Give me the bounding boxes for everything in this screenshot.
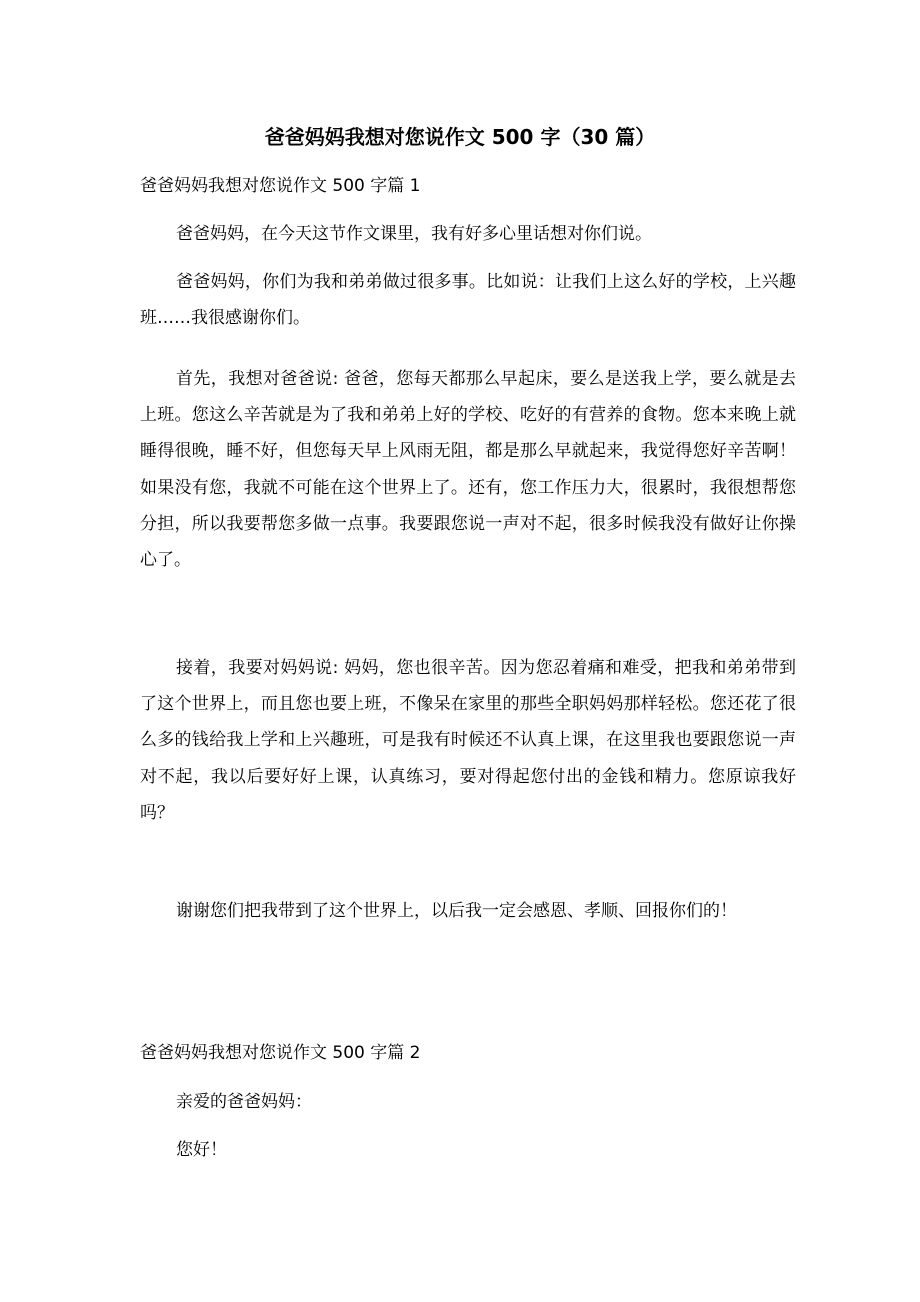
section-heading-2: 爸爸妈妈我想对您说作文 500 字篇 2 (140, 1043, 421, 1063)
paragraph: 爸爸妈妈，在今天这节作文课里，我有好多心里话想对你们说。 (176, 224, 652, 244)
paragraph: 谢谢您们把我带到了这个世界上，以后我一定会感恩、孝顺、回报你们的！ (176, 901, 737, 921)
paragraph: 亲爱的爸爸妈妈： (176, 1092, 312, 1112)
paragraph: 接着，我要对妈妈说: 妈妈，您也很辛苦。因为您忍着痛和难受，把我和弟弟带到了这个世界上，而且您也要上班，不像呆在家里的那些全职妈妈那样轻松。您还花了很么多的钱给我上学和上兴趣班，可是我有时候还不认真上课，在这里我也要跟您说一声对不起，我以后要好好上课，认真练习，要对得起您付出的金钱和精力。您原谅我好吗？ (140, 658, 796, 823)
paragraph: 爸爸妈妈，你们为我和弟弟做过很多事。比如说：让我们上这么好的学校，上兴趣班……我很感谢你们。 (140, 272, 796, 329)
paragraph: 首先，我想对爸爸说: 爸爸，您每天都那么早起床，要么是送我上学，要么就是去上班。您这么辛苦就是为了我和弟弟上好的学校、吃好的有营养的食物。您本来晚上就睡得很晚，睡不好，但您每天早上风雨无阻，都是那么早就起来，我觉得您好辛苦啊！如果没有您，我就不可能在这个世界上了。还有，您工作压力大，很累时，我很想帮您分担，所以我要帮您多做一点事。我要跟您说一声对不起，很多时候我没有做好让你操心了。 (140, 369, 796, 571)
paragraph: 您好！ (176, 1140, 227, 1160)
document-title: 爸爸妈妈我想对您说作文 500 字（30 篇） (264, 125, 656, 149)
section-heading-1: 爸爸妈妈我想对您说作文 500 字篇 1 (140, 176, 421, 196)
